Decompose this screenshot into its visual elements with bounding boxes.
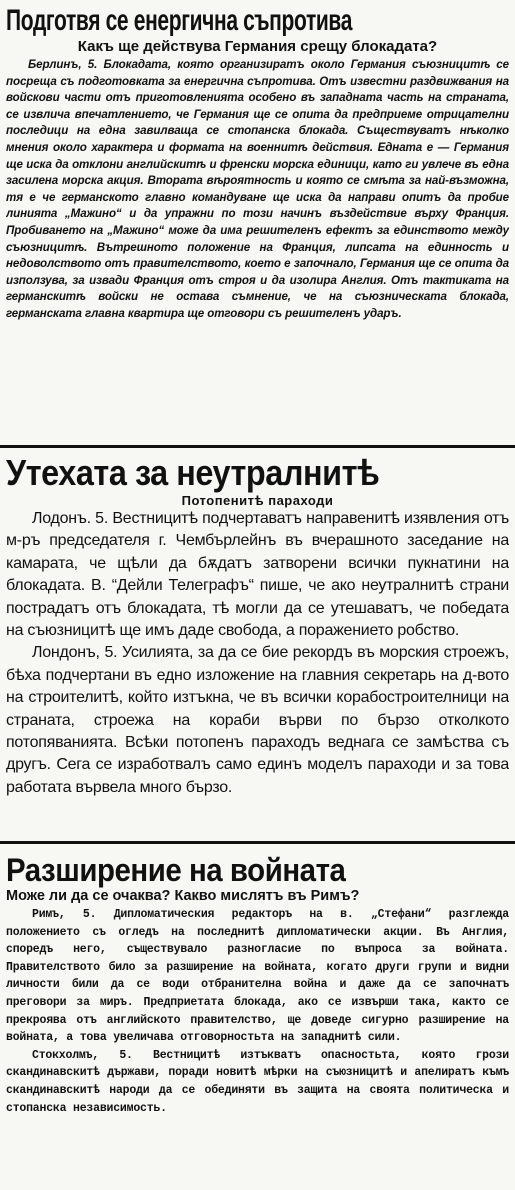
article-neutrals-consolation — [6, 445, 509, 840]
article-paragraph: Лодонъ. 5. Вестницитѣ подчертаватъ направенитѣ изявления отъ м-ръ председателя г. Чембърлейнъ въ вчерашното заседание на камарата, че щѣли да бѫдатъ затворени всички пукнатини на блокадата. В. “Дейли Телеграфъ“ пише, че ако неутралнитѣ страни пострадатъ отъ блокадата, тѣ могли да се утешаватъ, че победата на съюзницитѣ ще имъ даде свобода, а поражението робство. — [6, 510, 509, 640]
article-headline: Подготвя се енергична съпротива — [6, 4, 353, 37]
article-germany-resistance — [6, 0, 509, 445]
article-subheadline: Може ли да се очаква? Какво мислятъ въ Римъ? — [6, 888, 360, 904]
article-paragraph: Берлинъ, 5. Блокадата, която организиратъ около Германия съюзницитѣ се посреща съ подготовката за енергична съпротива. Отъ известни раздвижвания на войскови части отъ приготовленията особено въ западната часть на страната, се извлича впечатлението, че Германия ще се опита да предприеме отрицателни последици на една завилваща се стопанска блокада. Съществуватъ нѣколко мнения около характера и формата на военнитѣ действия. Едната е — Германия ще иска да отклони английскитѣ и френски морска единици, като ги увлече въ една засилена морска акция. Втората вѣроятность и която се смѣта за най-възможна, тя е че германското главно командуване ще иска да направи опитъ да пробие линията „Мажино“ и да упражни по този начинъ въздействие върху Франция. Пробиването на „Мажино“ може да има решителенъ ефектъ за единството между съюзницитѣ. Вътрешното положение на Франция, липсата на единность и недоволството отъ правителството, което е започнало, Германия ще се опита да използува, за извади Франция отъ строя и да изолира Англия. Отъ тактиката на германскитѣ войски не остава съмнение, че на съюзническата блокада, германската главна квартира ще отговори съ решителенъ ударъ. — [6, 58, 509, 320]
article-war-expansion — [6, 842, 509, 1190]
article-headline: Утехата за неутралнитѣ — [6, 452, 380, 493]
article-subheadline: Потопенитѣ параходи — [181, 493, 334, 508]
article-paragraph: Лондонъ, 5. Усилията, за да се бие рекордъ въ морския строежъ, бѣха подчертани въ едно изложение на главния секретарь на д-вото на строителитѣ, който изтъкна, че въ всички корабостроителници на страната, строежа на кораби върви по бързо отколкото потопяванията. Всѣки потопенъ параходъ веднага се замѣства съ другъ. Сега се изработвалъ само единъ моделъ параходи и за това работата вървела много бързо. — [6, 644, 509, 796]
article-subheadline: Какъ ще действува Германия срещу блокадата? — [77, 38, 438, 55]
article-headline: Разширение на войната — [6, 852, 346, 888]
article-paragraph: Римъ, 5. Дипломатическия редакторъ на в. „Стефани“ разглежда положението съ огледъ на последнитѣ дипломатически акции. Въ Англия, споредъ него, съществувало разногласие по въпроса за войната. Правителството било за разширение на войната, когато други групи и видни личности били да се води отбранителна война и даже да се започнатъ преговори за миръ. Предприетата блокада, ако се извърши така, както се прекроява отъ английското правителство, ще доведе сигурно разширение на войната, а това увеличава отговорностьта на западнитѣ сили. — [6, 908, 509, 1045]
article-paragraph: Стокхолмъ, 5. Вестницитѣ изтъкватъ опасностьта, която грози скандинавскитѣ държави, поради новитѣ мѣрки на съюзницитѣ и апелиратъ къмъ скандинавскитѣ народи да се обединяти въ защита на своята политическа и стопанска независимость. — [6, 1048, 509, 1115]
